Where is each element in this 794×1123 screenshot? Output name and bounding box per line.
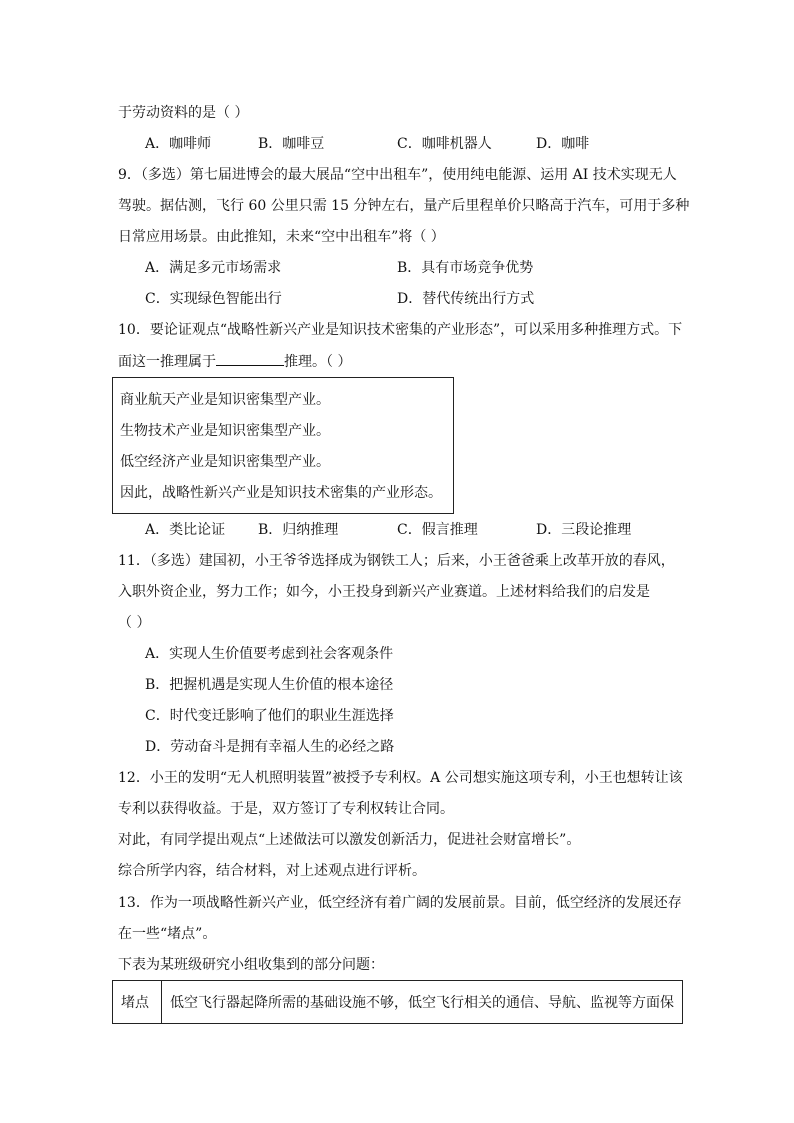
q8-option-d: D．咖啡 — [536, 136, 590, 152]
q10-box-line-4: 因此，战略性新兴产业是知识技术密集的产业形态。 — [120, 485, 442, 501]
q10-line-2-pre: 面这一推理属于 — [118, 354, 216, 370]
q12-line-1: 12．小王的发明“无人机照明装置”被授予专利权。A 公司想实施这项专利，小王也想转让该 — [118, 770, 683, 786]
q9-line-1: 9．（多选）第七届进博会的最大展品“空中出租车”，使用纯电能源、运用 AI 技术实现无人 — [118, 167, 677, 183]
q10-reasoning-box — [112, 377, 454, 514]
q9-option-b: B．具有市场竞争优势 — [397, 260, 534, 276]
q9-line-3: 日常应用场景。由此推知，未来“空中出租车”将（ ） — [118, 229, 445, 245]
q11-option-b: B．把握机遇是实现人生价值的根本途径 — [145, 677, 394, 693]
table-row — [113, 981, 683, 1024]
q13-line-2: 在一些“堵点”。 — [118, 926, 217, 942]
q11-line-2: 入职外资企业，努力工作；如今，小王投身到新兴产业赛道。上述材料给我们的启发是 — [118, 584, 650, 600]
table-header-cell: 堵点 — [113, 981, 162, 1024]
answer-blank — [216, 351, 284, 366]
q10-option-a: A．类比论证 — [145, 522, 226, 538]
q12-line-2: 专利以获得收益。于是，双方签订了专利权转让合同。 — [118, 801, 454, 817]
q10-line-2-post: 推理。（ ） — [284, 354, 352, 370]
q12-line-4: 综合所学内容，结合材料，对上述观点进行评析。 — [118, 863, 426, 879]
q8-option-b: B．咖啡豆 — [258, 136, 325, 152]
q13-line-1: 13．作为一项战略性新兴产业，低空经济有着广阔的发展前景。目前，低空经济的发展还存 — [118, 895, 682, 911]
q10-line-1: 10．要论证观点“战略性新兴产业是知识技术密集的产业形态”，可以采用多种推理方式。下 — [118, 322, 683, 338]
q11-line-3: （ ） — [118, 615, 151, 631]
q11-option-a: A．实现人生价值要考虑到社会客观条件 — [145, 646, 394, 662]
q10-box-line-2: 生物技术产业是知识密集型产业。 — [120, 423, 330, 439]
q11-option-c: C．时代变迁影响了他们的职业生涯选择 — [145, 708, 394, 724]
q13-table — [112, 980, 683, 1024]
q10-option-b: B．归纳推理 — [258, 522, 339, 538]
table-cell: 低空飞行器起降所需的基础设施不够，低空飞行相关的通信、导航、监视等方面保 — [162, 981, 683, 1024]
q8-stem: 于劳动资料的是（ ） — [118, 105, 249, 121]
q12-line-3: 对此，有同学提出观点“上述做法可以激发创新活力，促进社会财富增长”。 — [118, 832, 581, 848]
q9-option-a: A．满足多元市场需求 — [145, 260, 282, 276]
q9-option-c: C．实现绿色智能出行 — [145, 291, 282, 307]
q10-option-c: C．假言推理 — [397, 522, 478, 538]
q10-box-line-3: 低空经济产业是知识密集型产业。 — [120, 454, 330, 470]
q10-box-line-1: 商业航天产业是知识密集型产业。 — [120, 392, 330, 408]
q11-line-1: 11．（多选）建国初，小王爷爷选择成为钢铁工人；后来，小王爸爸乘上改革开放的春风， — [118, 553, 675, 569]
q10-option-d: D．三段论推理 — [536, 522, 632, 538]
q10-line-2 — [118, 351, 351, 372]
q13-line-3: 下表为某班级研究小组收集到的部分问题： — [118, 957, 384, 973]
q9-line-2: 驾驶。据估测，飞行 60 公里只需 15 分钟左右，量产后里程单价只略高于汽车，可用于多种 — [118, 198, 690, 214]
q11-option-d: D．劳动奋斗是拥有幸福人生的必经之路 — [145, 739, 395, 755]
q9-option-d: D．替代传统出行方式 — [397, 291, 535, 307]
q8-option-a: A．咖啡师 — [145, 136, 212, 152]
q8-option-c: C．咖啡机器人 — [397, 136, 492, 152]
